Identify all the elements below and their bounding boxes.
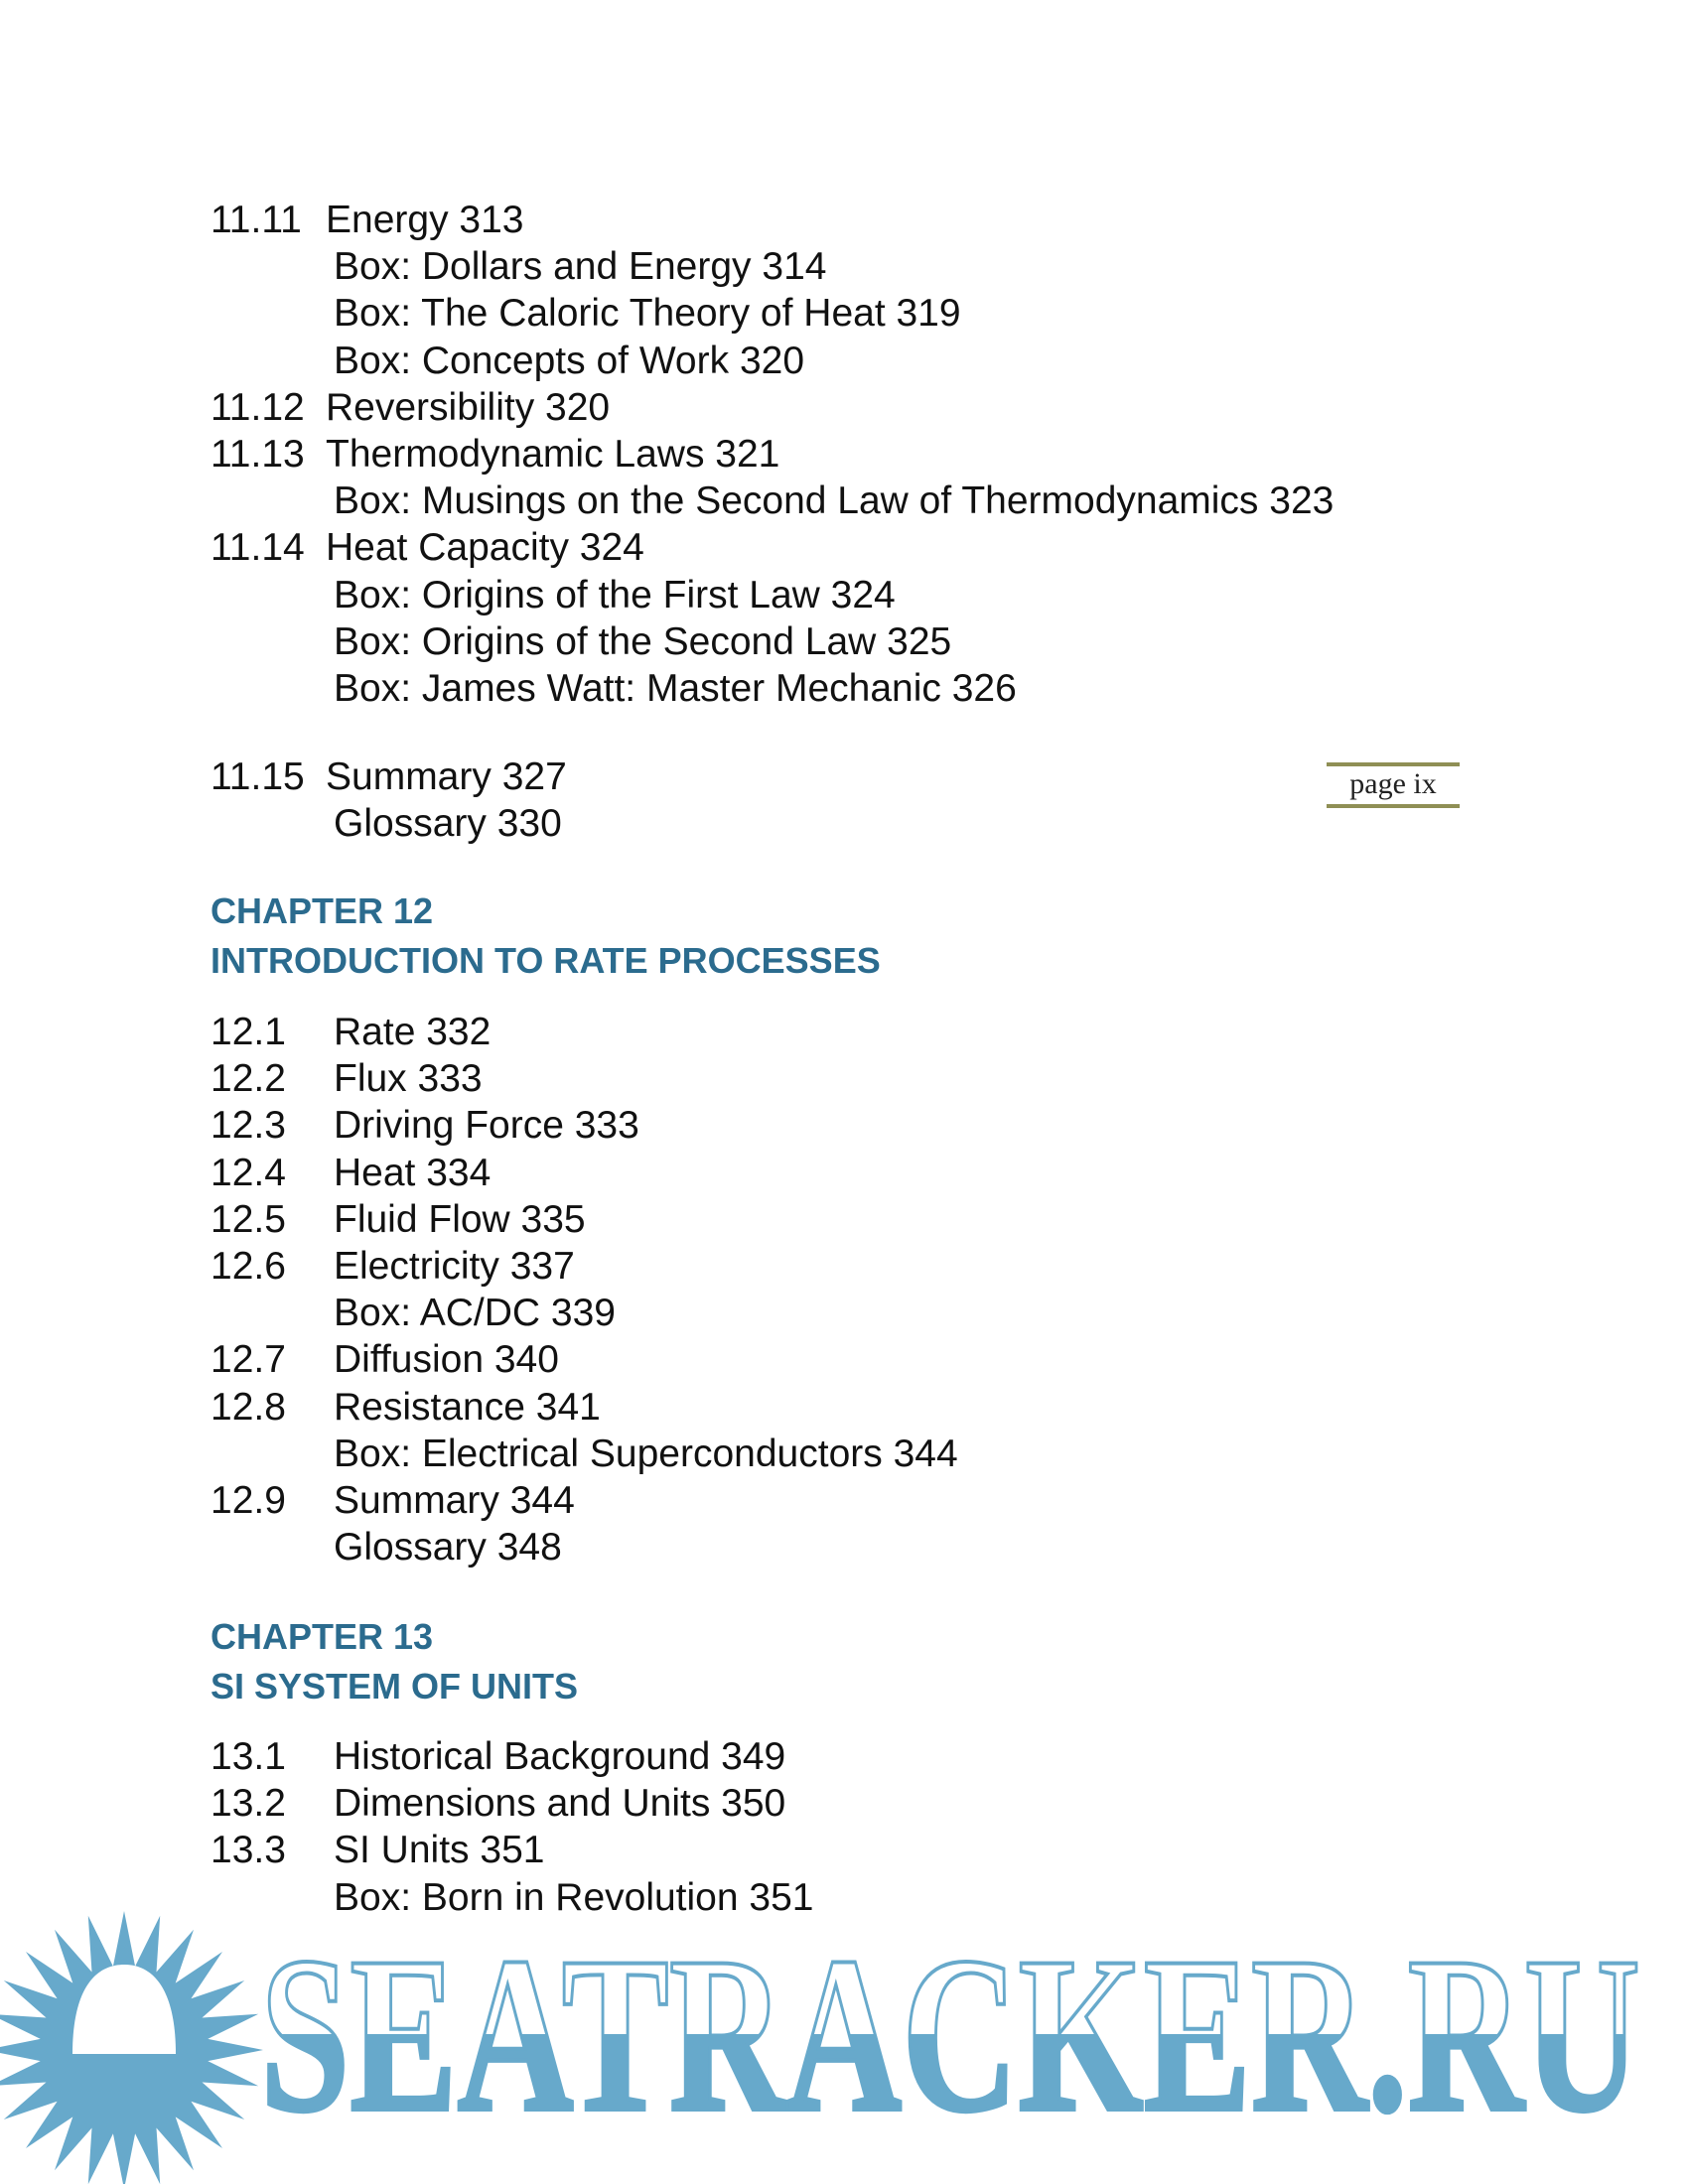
section-number: 12.8 [211,1385,286,1429]
section-number: 11.14 [211,526,305,570]
section-title: Diffusion 340 [334,1338,559,1382]
watermark-logo [0,1911,1688,2184]
section-title: Flux 333 [334,1057,483,1101]
chapter-12-title: INTRODUCTION TO RATE PROCESSES [211,940,881,981]
chapter-12-heading [211,887,881,986]
section-number: 12.5 [211,1197,286,1241]
section-title: Box: The Caloric Theory of Heat 319 [334,292,961,336]
section-title: Glossary 348 [334,1526,562,1570]
section-title: Driving Force 333 [334,1104,639,1148]
section-title: Box: James Watt: Master Mechanic 326 [334,666,1017,710]
section-number: 11.15 [211,755,305,798]
section-title: Glossary 330 [334,802,562,846]
chapter-12-label: CHAPTER 12 [211,890,434,931]
section-title: Box: Origins of the Second Law 325 [334,619,952,663]
chapter-13-label: CHAPTER 13 [211,1616,434,1657]
section-number: 11.11 [211,199,302,241]
section-number: 12.4 [211,1151,286,1194]
section-number: 12.9 [211,1478,286,1522]
section-number: 12.6 [211,1244,286,1288]
section-title: Box: Electrical Superconductors 344 [334,1432,958,1475]
section-title: Heat 334 [334,1151,492,1194]
section-number: 12.3 [211,1104,286,1148]
section-number: 13.2 [211,1782,286,1826]
chapter-13-title: SI SYSTEM OF UNITS [211,1666,579,1706]
section-number: 11.12 [211,385,305,429]
section-title: Box: Musings on the Second Law of Thermodynamics 323 [334,479,1335,523]
section-title: Box: Concepts of Work 320 [334,339,805,382]
section-number: 12.1 [211,1011,286,1053]
section-title: Box: Dollars and Energy 314 [334,245,827,289]
section-title: Rate 332 [334,1011,492,1053]
section-title: Historical Background 349 [334,1735,786,1778]
section-title: Fluid Flow 335 [334,1197,586,1241]
section-title: Box: AC/DC 339 [334,1292,616,1335]
section-number: 12.7 [211,1338,286,1382]
section-title: Energy 313 [326,199,524,241]
section-title: Dimensions and Units 350 [334,1782,786,1826]
section-title: Thermodynamic Laws 321 [326,432,780,476]
section-title: Heat Capacity 324 [326,526,644,570]
chapter-13-heading [211,1612,578,1711]
watermark-text: SEATRACKER.RU [260,1911,1640,2158]
section-title: Resistance 341 [334,1385,601,1429]
section-title: Electricity 337 [334,1244,575,1288]
section-title: SI Units 351 [334,1829,545,1872]
page-number-marker: page ix [1327,762,1460,808]
section-number: 13.3 [211,1829,286,1872]
section-number: 13.1 [211,1735,286,1778]
section-number: 12.2 [211,1057,286,1101]
section-title: Box: Born in Revolution 351 [334,1875,814,1919]
section-title: Summary 327 [326,755,567,798]
section-title: Summary 344 [334,1478,575,1522]
section-number: 11.13 [211,432,305,476]
section-title: Box: Origins of the First Law 324 [334,573,896,616]
section-title: Reversibility 320 [326,385,611,429]
sun-icon [0,1911,263,2184]
